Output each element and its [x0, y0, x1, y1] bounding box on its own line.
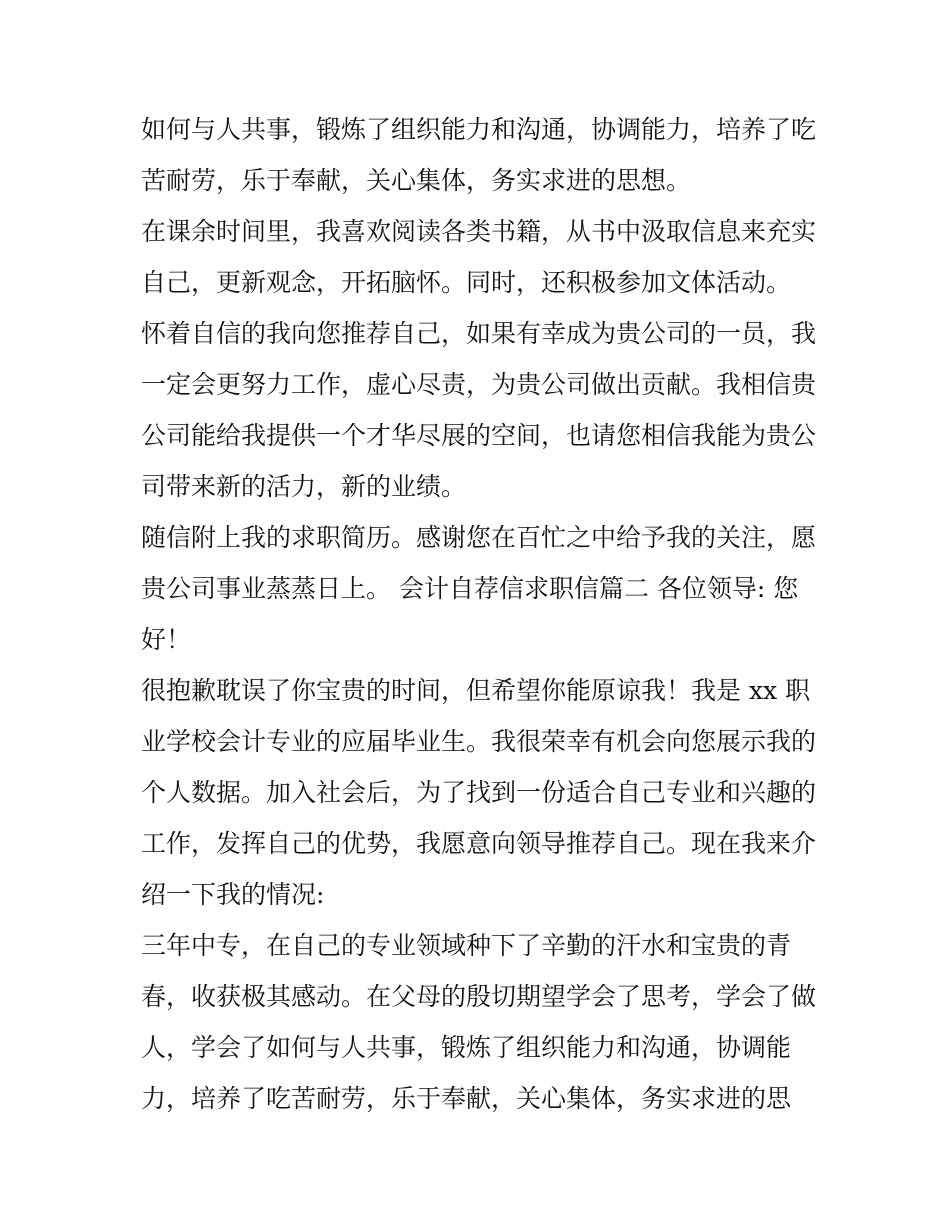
text-line: 如何与人共事，锻炼了组织能力和沟通，协调能力，培养了吃 — [141, 115, 817, 144]
text-line: 好！ — [141, 625, 192, 654]
text-line: 绍一下我的情况: — [141, 880, 325, 909]
text-line: 三年中专，在自己的专业领域种下了辛勤的汗水和宝贵的青 — [141, 931, 792, 960]
text-line: 公司能给我提供一个才华尽展的空间，也请您相信我能为贵公 — [141, 421, 817, 450]
text-line: 很抱歉耽误了你宝贵的时间，但希望你能原谅我！我是 xx 职 — [141, 676, 811, 705]
text-line: 司带来新的活力，新的业绩。 — [141, 472, 467, 501]
text-line: 随信附上我的求职简历。感谢您在百忙之中给予我的关注，愿 — [141, 523, 817, 552]
text-line: 一定会更努力工作，虚心尽责，为贵公司做出贡献。我相信贵 — [141, 370, 817, 399]
body-text — [141, 104, 821, 1124]
text-line: 人，学会了如何与人共事，锻炼了组织能力和沟通，协调能 — [141, 1033, 792, 1062]
text-line: 力，培养了吃苦耐劳，乐于奉献，关心集体，务实求进的思 — [141, 1084, 792, 1113]
text-line: 春，收获极其感动。在父母的殷切期望学会了思考，学会了做 — [141, 982, 817, 1011]
text-line: 工作，发挥自己的优势，我愿意向领导推荐自己。现在我来介 — [141, 829, 817, 858]
text-line: 个人数据。加入社会后，为了找到一份适合自己专业和兴趣的 — [141, 778, 817, 807]
text-line: 在课余时间里，我喜欢阅读各类书籍，从书中汲取信息来充实 — [141, 217, 817, 246]
text-line: 苦耐劳，乐于奉献，关心集体，务实求进的思想。 — [141, 166, 692, 195]
text-line: 贵公司事业蒸蒸日上。 会计自荐信求职信篇二 各位领导: 您 — [141, 574, 799, 603]
text-line: 业学校会计专业的应届毕业生。我很荣幸有机会向您展示我的 — [141, 727, 817, 756]
text-line: 自己，更新观念，开拓脑怀。同时，还积极参加文体活动。 — [141, 268, 792, 297]
text-line: 怀着自信的我向您推荐自己，如果有幸成为贵公司的一员，我 — [141, 319, 817, 348]
